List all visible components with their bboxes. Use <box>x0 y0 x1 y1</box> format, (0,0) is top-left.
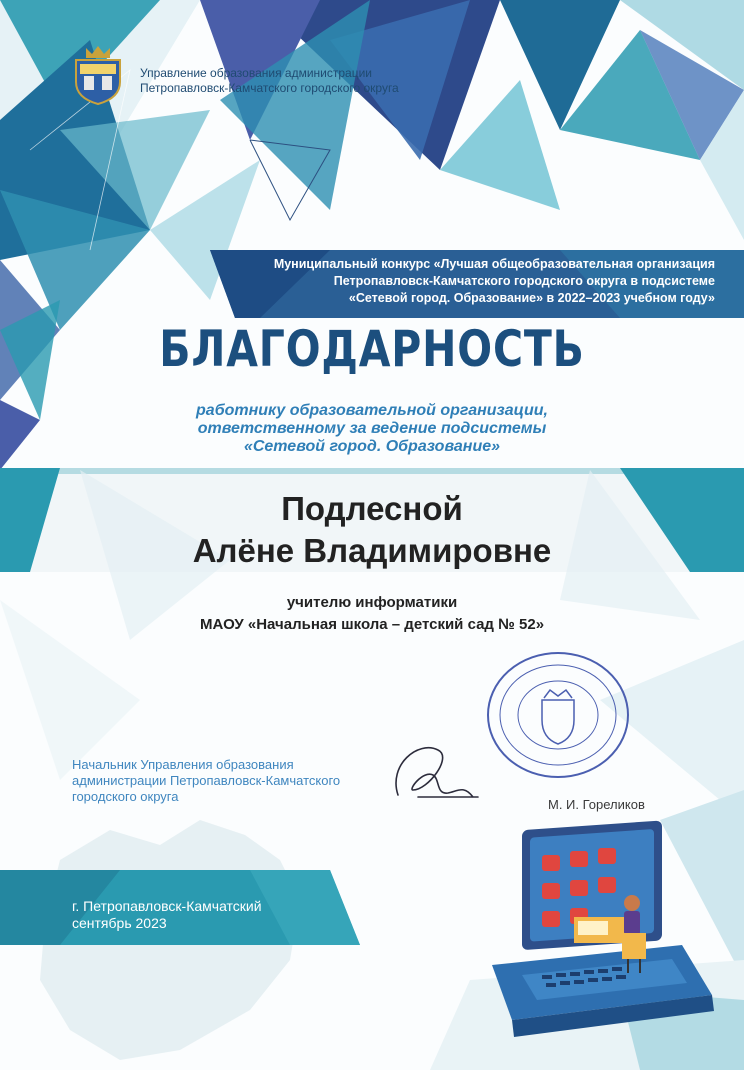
recipient-position <box>0 592 744 636</box>
contest-line-2: Петропавловск-Камчатского городского округа в подсистеме <box>333 274 715 288</box>
organization-name <box>140 66 399 96</box>
document-subtitle <box>0 402 744 456</box>
document-title: БЛАГОДАРНОСТЬ <box>159 320 585 378</box>
laptop-illustration <box>482 815 722 1045</box>
handwritten-signature <box>378 735 488 815</box>
org-line-1: Управление образования администрации <box>140 66 373 80</box>
subtitle-line-2: ответственному за ведение подсистемы <box>197 420 547 437</box>
official-stamp <box>484 650 632 780</box>
contest-line-1: Муниципальный конкурс «Лучшая общеобразовательная организация <box>273 257 715 271</box>
org-line-2: Петропавловск-Камчатского городского округа <box>140 81 399 95</box>
contest-band-text <box>225 256 715 307</box>
subtitle-line-3: «Сетевой город. Образование» <box>243 438 501 455</box>
subtitle-line-1: работнику образовательной организации, <box>196 402 548 419</box>
recipient-given-names: Алёне Владимировне <box>192 532 552 569</box>
signatory-title-line-3: городского округа <box>72 789 179 804</box>
place-and-date <box>72 898 262 932</box>
signatory-title-line-2: администрации Петропавловск-Камчатского <box>72 773 341 788</box>
position-line-1: учителю информатики <box>286 594 458 611</box>
recipient-surname: Подлесной <box>281 490 463 527</box>
coat-of-arms-logo <box>66 42 130 106</box>
contest-line-3: «Сетевой город. Образование» в 2022–2023 учебном году» <box>348 291 715 305</box>
position-line-2: МАОУ «Начальная школа – детский сад № 52» <box>199 616 545 633</box>
recipient-name <box>0 488 744 572</box>
date-text: сентябрь 2023 <box>72 915 167 931</box>
city-text: г. Петропавловск-Камчатский <box>72 898 262 914</box>
signatory-name: М. И. Гореликов <box>548 797 645 812</box>
signatory-title-line-1: Начальник Управления образования <box>72 757 294 772</box>
signatory-title <box>72 757 340 805</box>
